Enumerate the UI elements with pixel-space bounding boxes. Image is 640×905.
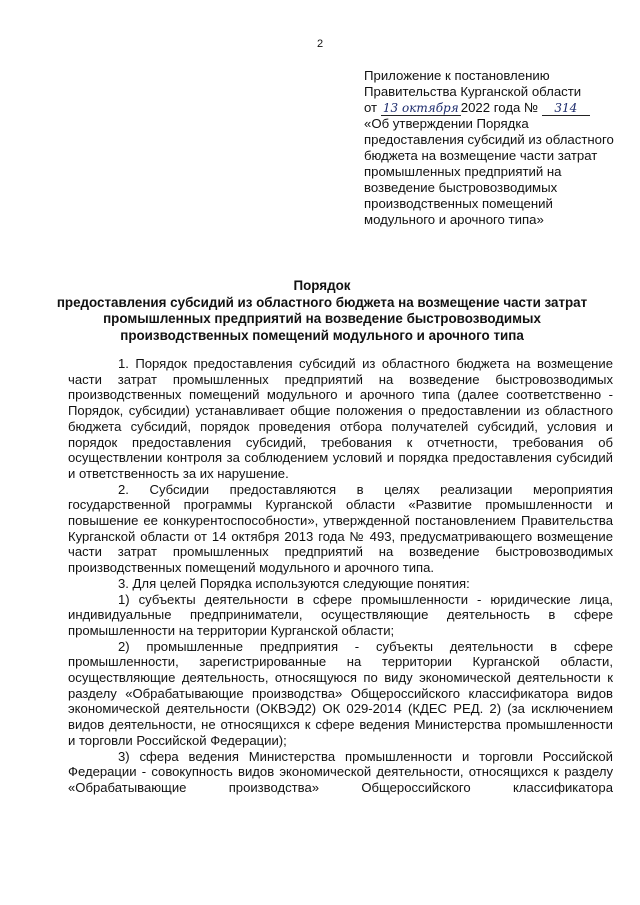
appendix-date-prefix: от: [364, 100, 378, 115]
handwritten-date: 13 октября: [381, 101, 461, 116]
appendix-line-3: [364, 100, 626, 116]
page-number: 2: [316, 38, 324, 50]
document-title-heading: Порядок: [293, 278, 351, 293]
paragraph-1: 1. Порядок предоставления субсидий из областного бюджета на возмещение части затрат промышленных предприятий на возведение быстровозводимых производственных помещений модульного и арочного типа (далее соответственно - Порядок, субсидии) устанавливает общие положения о предоставлении из областного бюджета субсидий, порядок проведения отбора получателей субсидий, условия и порядок предоставления субсидий, требования к отчетности, требования об осуществлении контроля за соблюдением условий и порядка предоставления субсидий и ответственность за их нарушение.: [68, 356, 613, 481]
document-title: [40, 278, 604, 344]
document-title-subheading: предоставления субсидий из областного бюджета на возмещение части затрат промышленных предприятий на возведение быстровозводимых производственных помещений модульного и арочного типа: [56, 295, 588, 343]
paragraph-3-item-1: 1) субъекты деятельности в сфере промышленности - юридические лица, индивидуальные предприниматели, осуществляющие деятельность в сфере промышленности на территории Курганской области;: [68, 591, 613, 638]
appendix-year: 2022 года №: [460, 100, 539, 115]
appendix-line-2: Правительства Курганской области: [364, 84, 582, 99]
document-body: [68, 356, 613, 796]
paragraph-3-item-3: 3) сфера ведения Министерства промышленности и торговли Российской Федерации - совокупность видов экономической деятельности, относящихся к разделу «Обрабатывающие производства» Общероссийского классификатора: [68, 748, 613, 795]
handwritten-number: 314: [542, 101, 590, 116]
paragraph-3-item-2: 2) промышленные предприятия - субъекты деятельности в сфере промышленности, зарегистрированные на территории Курганской области, осуществляющие деятельность, относящуюся по виду экономической деятельности к разделу «Обрабатывающие производства» Общероссийского классификатора видов экономической деятельности (ОКВЭД2) ОК 029-2014 (КДЕС РЕД. 2) (за исключением видов деятельности, не относящихся к сфере ведения Министерства промышленности и торговли Российской Федерации);: [68, 638, 613, 748]
paragraph-2: 2. Субсидии предоставляются в целях реализации мероприятия государственной программы Курганской области «Развитие промышленности и повышение ее конкурентоспособности», утвержденной постановлением Правительства Курганской области от 14 октября 2013 года № 493, предусматривающего возмещение части затрат промышленных предприятий на возведение быстровозводимых производственных помещений модульного и арочного типа.: [68, 481, 613, 576]
appendix-title: «Об утверждении Порядка предоставления субсидий из областного бюджета на возмещение части затрат промышленных предприятий на возведение быстровозводимых производственных помещений модульного и арочного типа»: [364, 116, 614, 227]
paragraph-3: 3. Для целей Порядка используются следующие понятия:: [118, 575, 470, 591]
appendix-block: [364, 68, 626, 228]
appendix-line-1: Приложение к постановлению: [364, 68, 550, 83]
